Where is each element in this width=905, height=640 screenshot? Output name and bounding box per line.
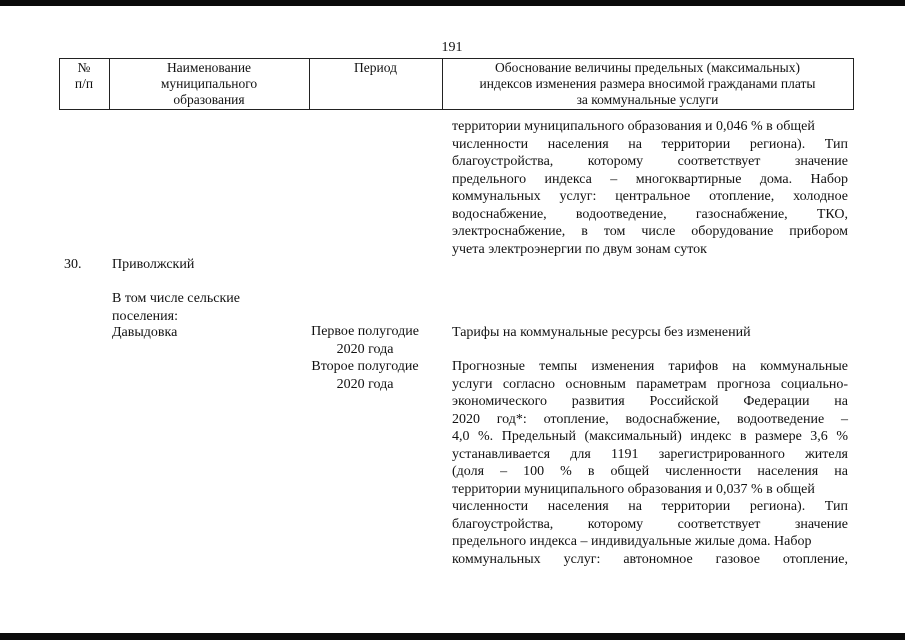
header-top-rule: [59, 58, 854, 59]
table-header: [59, 58, 854, 110]
header-col-period: Период: [354, 60, 397, 75]
continuation-paragraph: территории муниципального образования и 0,046 % в общей численности населения на территории региона). Тип благоустройства, которому соответствует значение предельного индекса – многоквартирные дома. Набор коммунальных услуг: центральное отопление, холодное водоснабжение, водоотведение, газоснабжение, ТКО, электроснабжение, в том числе оборудование прибором учета электроэнергии по двум зонам суток: [452, 119, 848, 257]
header-col-reason: Обоснование величины предельных (максимальных) индексов изменения размера вносимой гражданами платы за коммунальные услуги: [479, 60, 816, 107]
period-second-half: Второе полугодие 2020 года: [311, 359, 419, 392]
period-first-half: Первое полугодие 2020 года: [311, 324, 419, 357]
header-rule-right: [853, 58, 854, 110]
rural-settlements-heading: В том числе сельские поселения:: [112, 291, 241, 324]
municipality-name: Приволжский: [112, 257, 195, 272]
page-number: 191: [441, 40, 463, 55]
settlement-name: Давыдовка: [112, 325, 178, 340]
reason-first-half: Тарифы на коммунальные ресурсы без изменений: [452, 325, 751, 340]
row-number: 30.: [64, 257, 82, 272]
scan-top-border: [0, 0, 905, 6]
header-col-name: Наименование муниципального образования: [160, 60, 258, 107]
scan-bottom-border: [0, 633, 905, 640]
header-bottom-rule: [59, 109, 854, 110]
header-col-number: № п/п: [74, 60, 94, 91]
reason-second-half: Прогнозные темпы изменения тарифов на коммунальные услуги согласно основным параметрам прогноза социально- экономического развития Российской Федерации на 2020 год*: отопление, водоснабжение, водоотведение – 4,0 %. Предельный (максимальный) индекс в размере 3,6 % устанавливается для 1191 зарегистрированного жителя (доля – 100 % в общей численности населения на территории муниципального образования и 0,037 % в общей численности населения на территории региона). Тип благоустройства, которому соответствует значение предельного индекса – индивидуальные жилые дома. Набор коммунальных услуг: автономное газовое отопление,: [452, 359, 848, 567]
